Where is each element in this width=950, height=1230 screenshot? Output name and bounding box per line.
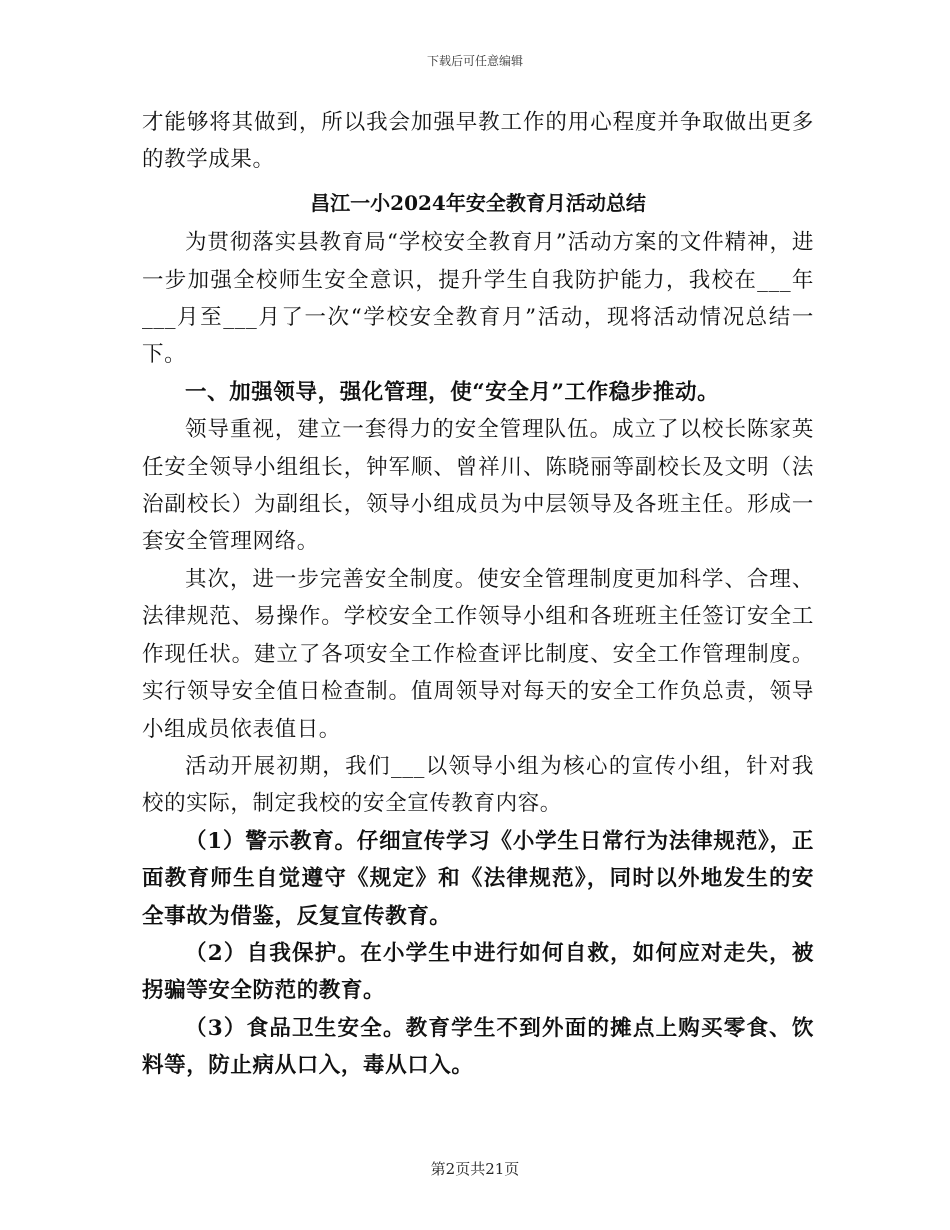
paragraph-leadership: 领导重视，建立一套得力的安全管理队伍。成立了以校长陈家英任安全领导小组组长，钟军顺、曾祥川、陈晓丽等副校长及文明（法治副校长）为副组长，领导小组成员为中层领导及各班主任。形成一套安全管理网络。 — [142, 417, 814, 555]
section-heading: 一、加强领导，强化管理，使“安全月”工作稳步推动。 — [185, 379, 720, 405]
list-item-self-protection: （2）自我保护。在小学生中进行如何自救，如何应对走失，被拐骗等安全防范的教育。 — [142, 940, 814, 1004]
document-body — [142, 104, 814, 1085]
paragraph-intro: 为贯彻落实县教育局“学校安全教育月”活动方案的文件精神，进一步加强全校师生安全意识，提升学生自我防护能力，我校在___年___月至___月了一次“学校安全教育月”活动，现将活动情况总结一下。 — [142, 230, 814, 368]
paragraph-system: 其次，进一步完善安全制度。使安全管理制度更加科学、合理、法律规范、易操作。学校安全工作领导小组和各班班主任签订安全工作现任状。建立了各项安全工作检查评比制度、安全工作管理制度。实行领导安全值日检查制。值周领导对每天的安全工作负总责，领导小组成员依表值日。 — [142, 566, 814, 742]
paragraph-continuation: 才能够将其做到，所以我会加强早教工作的用心程度并争取做出更多的教学成果。 — [142, 110, 814, 173]
document-title: 昌江一小2024年安全教育月活动总结 — [310, 190, 646, 215]
page-header: 下载后可任意编辑 — [426, 54, 523, 68]
list-item-food-safety: （3）食品卫生安全。教育学生不到外面的摊点上购买零食、饮料等，防止病从口入，毒从口入。 — [142, 1015, 814, 1079]
paragraph-activities: 活动开展初期，我们___以领导小组为核心的宣传小组，针对我校的实际，制定我校的安全宣传教育内容。 — [142, 753, 814, 817]
list-item-warning: （1）警示教育。仔细宣传学习《小学生日常行为法律规范》，正面教育师生自觉遵守《规定》和《法律规范》，同时以外地发生的安全事故为借鉴，反复宣传教育。 — [142, 828, 814, 929]
page-footer: 第2页共21页 — [430, 1160, 520, 1178]
